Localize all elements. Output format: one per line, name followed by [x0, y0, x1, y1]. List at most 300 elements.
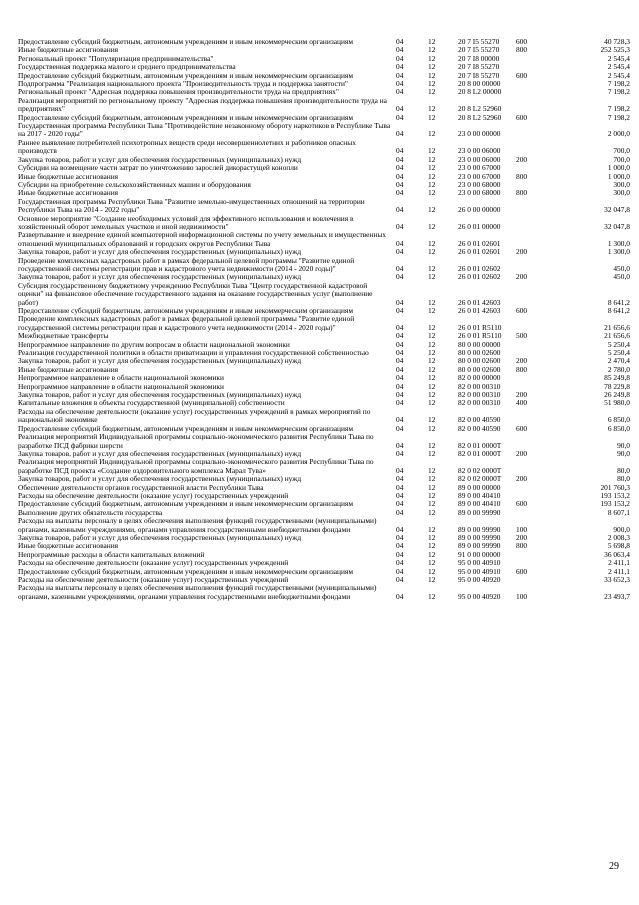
row-name: Региональный проект "Адресная поддержка повышения производительности труда на предприятиях"	[18, 87, 339, 97]
section-code: 04	[396, 247, 404, 257]
target-article-code: 95 0 00 40920	[458, 575, 501, 584]
budget-table	[18, 38, 630, 601]
row-name: Расходы на выплаты персоналу в целях обеспечения выполнения функций государственными (муниципальными) органами, казенными учреждениями, органами управления государственными внебюджетными фондами	[18, 583, 377, 601]
row-name: Закупка товаров, работ и услуг для обеспечения государственных (муниципальных) нужд	[18, 448, 302, 458]
target-article-code: 89 0 00 00000	[458, 482, 501, 492]
target-article-code: 95 0 00 40920	[458, 591, 501, 601]
section-code: 04	[396, 129, 404, 139]
section-code: 04	[396, 490, 404, 500]
subsection-code: 12	[428, 87, 436, 97]
subsection-code: 12	[428, 575, 436, 584]
target-article-code: 23 0 00 67000	[458, 171, 501, 181]
expense-type-code: 200	[516, 272, 528, 282]
amount: 6 850,0	[607, 415, 630, 425]
target-article-code: 26 0 01 02602	[458, 263, 501, 273]
target-article-code: 80 0 00 02600	[458, 364, 501, 374]
subsection-code: 12	[428, 440, 436, 450]
section-code: 04	[396, 146, 404, 156]
subsection-code: 12	[428, 70, 436, 80]
amount: 32 047,8	[604, 205, 630, 215]
expense-type-code: 100	[516, 591, 528, 601]
section-code: 04	[396, 205, 404, 215]
section-code: 04	[396, 364, 404, 374]
target-article-code: 23 0 00 68000	[458, 179, 501, 189]
section-code: 04	[396, 532, 404, 542]
section-code: 04	[396, 70, 404, 80]
amount: 300,0	[613, 188, 630, 198]
target-article-code: 23 0 00 06000	[458, 154, 501, 164]
amount: 7 198,2	[607, 104, 630, 114]
subsection-code: 12	[428, 188, 436, 198]
amount: 1 000,0	[607, 163, 630, 173]
target-article-code: 80 0 00 00000	[458, 339, 501, 349]
expense-type-code: 600	[516, 566, 528, 576]
row-name: Закупка товаров, работ и услуг для обеспечения государственных (муниципальных) нужд	[18, 356, 302, 366]
subsection-code: 12	[428, 448, 436, 458]
section-code: 04	[396, 558, 404, 568]
expense-type-code: 200	[516, 532, 528, 542]
amount: 36 063,4	[604, 549, 630, 559]
section-code: 04	[396, 398, 404, 408]
section-code: 04	[396, 465, 404, 475]
amount: 8 641,2	[607, 297, 630, 307]
amount: 201 760,3	[600, 482, 630, 492]
subsection-code: 12	[428, 541, 436, 551]
row-name: Расходы на выплаты персоналу в целях обеспечения выполнения функций государственными (муниципальными) органами, казенными учреждениями, органами управления государственными внебюджетными фондами	[18, 516, 377, 534]
expense-type-code: 500	[516, 331, 528, 341]
section-code: 04	[396, 104, 404, 114]
section-code: 04	[396, 79, 404, 89]
target-article-code: 80 0 00 02600	[458, 356, 501, 366]
subsection-code: 12	[428, 415, 436, 425]
subsection-code: 12	[428, 263, 436, 273]
expense-type-code: 200	[516, 474, 528, 484]
target-article-code: 82 0 01 0000Т	[458, 448, 502, 458]
section-code: 04	[396, 62, 404, 72]
target-article-code: 82 0 00 40590	[458, 415, 501, 425]
target-article-code: 82 0 02 0000Т	[458, 465, 502, 475]
amount: 32 047,8	[604, 221, 630, 231]
expense-type-code: 800	[516, 364, 528, 374]
amount: 5 250,4	[607, 339, 630, 349]
subsection-code: 12	[428, 549, 436, 559]
row-name: Закупка товаров, работ и услуг для обеспечения государственных (муниципальных) нужд	[18, 390, 302, 400]
target-article-code: 82 0 01 0000Т	[458, 440, 502, 450]
amount: 90,0	[617, 448, 630, 458]
amount: 2 545,4	[607, 53, 630, 63]
amount: 1 000,0	[607, 171, 630, 181]
amount: 78 229,8	[604, 381, 630, 391]
amount: 1 300,0	[607, 238, 630, 248]
target-article-code: 20 7 I8 00000	[458, 53, 500, 63]
section-code: 04	[396, 356, 404, 366]
subsection-code: 12	[428, 339, 436, 349]
row-name: Расходы на обеспечение деятельности (оказание услуг) государственных учреждений	[18, 558, 289, 568]
target-article-code: 26 0 01 02602	[458, 272, 501, 282]
amount: 6 850,0	[607, 423, 630, 433]
subsection-code: 12	[428, 591, 436, 601]
target-article-code: 20 8 L2 52960	[458, 104, 502, 114]
row-name: Основное мероприятие "Создание необходимых условий для эффективного использования и вовлечения в хозяйственный оборот земельных участков и иной недвижимости"	[18, 213, 354, 231]
row-name: Капитальные вложения в объекты государственной (муниципальной) собственности	[18, 398, 285, 408]
subsection-code: 12	[428, 423, 436, 433]
subsection-code: 12	[428, 179, 436, 189]
row-name: Предоставление субсидий бюджетным, автономным учреждениям и иным некоммерческим организациям	[18, 306, 354, 315]
row-name: Непрограммное направление по другим вопросам в области национальной экономики	[18, 339, 290, 349]
amount: 5 698,8	[607, 541, 630, 551]
section-code: 04	[396, 348, 404, 358]
row-name: Раннее выявление потребителей психотропных веществ среди несовершеннолетних и работников опасных производств	[18, 137, 356, 156]
amount: 8 607,1	[607, 507, 630, 517]
section-code: 04	[396, 112, 404, 122]
row-name: Закупка товаров, работ и услуг для обеспечения государственных (муниципальных) нужд	[18, 154, 302, 164]
section-code: 04	[396, 390, 404, 400]
row-name: Реализация государственной политики в области приватизации и управления государственной собственностью	[18, 348, 369, 358]
subsection-code: 12	[428, 205, 436, 215]
row-name: Иные бюджетные ассигнования	[18, 171, 119, 181]
subsection-code: 12	[428, 524, 436, 534]
section-code: 04	[396, 524, 404, 534]
subsection-code: 12	[428, 53, 436, 63]
amount: 450,0	[613, 272, 630, 282]
table-row	[18, 139, 630, 156]
row-name: Расходы на обеспечение деятельности (оказание услуг) государственных учреждений в рамках мероприятий по национальной экономике	[18, 406, 371, 425]
target-article-code: 26 0 01 00000	[458, 221, 501, 231]
subsection-code: 12	[428, 104, 436, 114]
subsection-code: 12	[428, 297, 436, 307]
row-name: Иные бюджетные ассигнования	[18, 45, 119, 55]
row-name: Расходы на обеспечение деятельности (оказание услуг) государственных учреждений	[18, 490, 289, 500]
amount: 26 249,8	[604, 390, 630, 400]
amount: 450,0	[613, 263, 630, 273]
row-name: Подпрограмма "Реализация национального проекта "Производительность труда и поддержка занятости"	[18, 79, 348, 89]
row-name: Предоставление субсидий бюджетным, автономным учреждениям и иным некоммерческим организациям	[18, 37, 354, 46]
target-article-code: 20 8 L2 52960	[458, 112, 502, 122]
subsection-code: 12	[428, 566, 436, 576]
row-name: Предоставление субсидий бюджетным, автономным учреждениям и иным некоммерческим организациям	[18, 566, 354, 576]
subsection-code: 12	[428, 331, 436, 341]
amount: 33 652,3	[604, 575, 630, 584]
amount: 5 250,4	[607, 348, 630, 358]
table-row	[18, 231, 630, 248]
row-name: Государственная программа Республики Тыва "Развитие земельно-имущественных отношений на территории Республики Тыва на 2014 - 2022 годы"	[18, 196, 365, 215]
subsection-code: 12	[428, 45, 436, 55]
row-name: Предоставление субсидий бюджетным, автономным учреждениям и иным некоммерческим организациям	[18, 499, 354, 509]
expense-type-code: 600	[516, 112, 528, 122]
row-name: Закупка товаров, работ и услуг для обеспечения государственных (муниципальных) нужд	[18, 247, 302, 257]
table-row	[18, 215, 630, 232]
amount: 2 000,0	[607, 129, 630, 139]
expense-type-code: 400	[516, 398, 528, 408]
row-name: Реализация мероприятий Индивидуальной программы социально-экономического развития Республики Тыва по разработке ПСД фабрики шерсти	[18, 432, 374, 450]
subsection-code: 12	[428, 398, 436, 408]
row-name: Закупка товаров, работ и услуг для обеспечения государственных (муниципальных) нужд	[18, 474, 302, 484]
section-code: 04	[396, 541, 404, 551]
target-article-code: 20 7 I5 55270	[458, 37, 500, 46]
expense-type-code: 800	[516, 541, 528, 551]
subsection-code: 12	[428, 507, 436, 517]
subsection-code: 12	[428, 146, 436, 156]
subsection-code: 12	[428, 390, 436, 400]
amount: 80,0	[617, 465, 630, 475]
table-row	[18, 408, 630, 425]
expense-type-code: 800	[516, 171, 528, 181]
target-article-code: 82 0 00 00310	[458, 381, 501, 391]
section-code: 04	[396, 415, 404, 425]
amount: 193 153,2	[600, 490, 630, 500]
subsection-code: 12	[428, 171, 436, 181]
subsection-code: 12	[428, 322, 436, 332]
subsection-code: 12	[428, 79, 436, 89]
row-name: Субсидии на приобретение сельскохозяйственных машин и оборудования	[18, 179, 251, 189]
target-article-code: 80 0 00 02600	[458, 348, 501, 358]
expense-type-code: 800	[516, 45, 528, 55]
section-code: 04	[396, 37, 404, 46]
row-name: Региональный проект "Популяризация предпринимательства"	[18, 53, 214, 63]
target-article-code: 89 0 00 99990	[458, 541, 501, 551]
target-article-code: 26 0 01 02601	[458, 238, 501, 248]
section-code: 04	[396, 238, 404, 248]
target-article-code: 82 0 00 40590	[458, 423, 501, 433]
subsection-code: 12	[428, 62, 436, 72]
expense-type-code: 600	[516, 423, 528, 433]
subsection-code: 12	[428, 356, 436, 366]
row-name: Реализация мероприятий Индивидуальной программы социально-экономического развития Республики Тыва по разработке ПСД проекта «Создание оздоровительного комплекса Марал Тува»	[18, 457, 374, 475]
target-article-code: 89 0 00 99990	[458, 524, 501, 534]
target-article-code: 95 0 00 40910	[458, 558, 501, 568]
section-code: 04	[396, 272, 404, 282]
subsection-code: 12	[428, 490, 436, 500]
table-row	[18, 315, 630, 332]
expense-type-code: 600	[516, 499, 528, 509]
amount: 21 656,6	[604, 331, 630, 341]
amount: 2 411,1	[608, 566, 630, 576]
target-article-code: 26 0 01 02601	[458, 247, 501, 257]
amount: 2 545,4	[607, 70, 630, 80]
subsection-code: 12	[428, 499, 436, 509]
section-code: 04	[396, 171, 404, 181]
subsection-code: 12	[428, 238, 436, 248]
row-name: Проведение комплексных кадастровых работ в рамках федеральной целевой программы "Развитие единой государственной системы регистрации прав и кадастрового учета недвижимости (2014 - 2020 годы)"	[18, 255, 355, 273]
amount: 700,0	[613, 154, 630, 164]
amount: 23 493,7	[604, 591, 630, 601]
subsection-code: 12	[428, 221, 436, 231]
expense-type-code: 100	[516, 524, 528, 534]
subsection-code: 12	[428, 129, 436, 139]
subsection-code: 12	[428, 154, 436, 164]
subsection-code: 12	[428, 558, 436, 568]
amount: 2 008,3	[607, 532, 630, 542]
section-code: 04	[396, 221, 404, 231]
amount: 51 980,0	[604, 398, 630, 408]
section-code: 04	[396, 373, 404, 383]
amount: 300,0	[613, 179, 630, 189]
target-article-code: 26 0 01 42603	[458, 306, 501, 315]
section-code: 04	[396, 381, 404, 391]
row-name: Закупка товаров, работ и услуг для обеспечения государственных (муниципальных) нужд	[18, 532, 302, 542]
section-code: 04	[396, 482, 404, 492]
amount: 2 411,1	[608, 558, 630, 568]
section-code: 04	[396, 322, 404, 332]
row-name: Развертывание и внедрение единой компьютерной информационной системы по учету земельных и имущественных отношений муниципальных образований и городских округов Республики Тыва	[18, 230, 387, 248]
section-code: 04	[396, 87, 404, 97]
row-name: Обеспечение деятельности органов государственной власти Республики Тыва	[18, 482, 264, 492]
table-row	[18, 458, 630, 475]
amount: 85 249,8	[604, 373, 630, 383]
target-article-code: 20 7 I5 55270	[458, 45, 500, 55]
target-article-code: 26 0 01 42603	[458, 297, 501, 307]
target-article-code: 20 8 00 00000	[458, 79, 501, 89]
section-code: 04	[396, 440, 404, 450]
section-code: 04	[396, 188, 404, 198]
section-code: 04	[396, 163, 404, 173]
amount: 7 198,2	[607, 112, 630, 122]
section-code: 04	[396, 499, 404, 509]
section-code: 04	[396, 575, 404, 584]
subsection-code: 12	[428, 163, 436, 173]
target-article-code: 26 0 01 R5110	[458, 322, 502, 332]
row-name: Непрограммное направление в области национальной экономики	[18, 381, 224, 391]
expense-type-code: 200	[516, 448, 528, 458]
expense-type-code: 200	[516, 154, 528, 164]
row-name: Иные бюджетные ассигнования	[18, 541, 119, 551]
target-article-code: 82 0 00 00310	[458, 390, 501, 400]
target-article-code: 23 0 00 06000	[458, 146, 501, 156]
amount: 1 300,0	[607, 247, 630, 257]
target-article-code: 20 8 L2 00000	[458, 87, 502, 97]
row-name: Государственная поддержка малого и среднего предпринимательства	[18, 62, 236, 72]
section-code: 04	[396, 507, 404, 517]
section-code: 04	[396, 53, 404, 63]
amount: 2 780,0	[607, 364, 630, 374]
section-code: 04	[396, 448, 404, 458]
row-name: Выполнение других обязательств государства	[18, 507, 163, 517]
table-row	[18, 584, 630, 601]
section-code: 04	[396, 297, 404, 307]
amount: 700,0	[613, 146, 630, 156]
row-name: Проведение комплексных кадастровых работ в рамках федеральной целевой программы "Развитие единой государственной системы регистрации прав и кадастрового учета недвижимости (2014 - 2020 годы)"	[18, 314, 355, 332]
amount: 7 198,2	[607, 79, 630, 89]
amount: 90,0	[617, 440, 630, 450]
target-article-code: 89 0 00 99990	[458, 532, 501, 542]
amount: 2 470,4	[607, 356, 630, 366]
target-article-code: 89 0 00 40410	[458, 499, 501, 509]
section-code: 04	[396, 339, 404, 349]
section-code: 04	[396, 566, 404, 576]
amount: 80,0	[617, 474, 630, 484]
target-article-code: 91 0 00 00000	[458, 549, 501, 559]
subsection-code: 12	[428, 348, 436, 358]
row-name: Предоставление субсидий бюджетным, автономным учреждениям и иным некоммерческим организациям	[18, 70, 354, 80]
target-article-code: 23 0 00 67000	[458, 163, 501, 173]
row-name: Предоставление субсидий бюджетным, автономным учреждениям и иным некоммерческим организациям	[18, 112, 354, 122]
page-number: 29	[609, 861, 619, 872]
row-name: Расходы на обеспечение деятельности (оказание услуг) государственных учреждений	[18, 575, 289, 584]
subsection-code: 12	[428, 465, 436, 475]
target-article-code: 82 0 00 00000	[458, 373, 501, 383]
subsection-code: 12	[428, 474, 436, 484]
target-article-code: 95 0 00 40910	[458, 566, 501, 576]
amount: 252 525,3	[600, 45, 630, 55]
amount: 40 728,3	[604, 37, 630, 46]
expense-type-code: 200	[516, 356, 528, 366]
section-code: 04	[396, 474, 404, 484]
amount: 2 545,4	[607, 62, 630, 72]
table-row	[18, 517, 630, 534]
row-name: Непрограммное направление в области национальной экономики	[18, 373, 224, 383]
table-row	[18, 433, 630, 450]
target-article-code: 20 7 I8 55270	[458, 62, 500, 72]
section-code: 04	[396, 423, 404, 433]
section-code: 04	[396, 45, 404, 55]
expense-type-code: 200	[516, 247, 528, 257]
amount: 7 198,2	[607, 87, 630, 97]
subsection-code: 12	[428, 532, 436, 542]
row-name: Реализация мероприятий по региональному проекту "Адресная поддержка повышения производительности труда на предприятиях"	[18, 95, 387, 114]
subsection-code: 12	[428, 247, 436, 257]
expense-type-code: 800	[516, 188, 528, 198]
section-code: 04	[396, 263, 404, 273]
subsection-code: 12	[428, 112, 436, 122]
section-code: 04	[396, 591, 404, 601]
subsection-code: 12	[428, 272, 436, 282]
expense-type-code: 200	[516, 390, 528, 400]
amount: 193 153,2	[600, 499, 630, 509]
target-article-code: 20 7 I8 55270	[458, 70, 500, 80]
table-row	[18, 257, 630, 274]
table-row	[18, 282, 630, 307]
table-row	[18, 198, 630, 215]
subsection-code: 12	[428, 364, 436, 374]
target-article-code: 82 0 00 00310	[458, 398, 501, 408]
row-name: Субсидии на возмещение части затрат по уничтожению зарослей дикорастущей конопли	[18, 163, 298, 173]
target-article-code: 89 0 00 40410	[458, 490, 501, 500]
row-name: Иные бюджетные ассигнования	[18, 188, 119, 198]
section-code: 04	[396, 331, 404, 341]
table-row	[18, 122, 630, 139]
target-article-code: 23 0 00 00000	[458, 129, 501, 139]
row-name: Закупка товаров, работ и услуг для обеспечения государственных (муниципальных) нужд	[18, 272, 302, 282]
row-name: Непрограммные расходы в области капитальных вложений	[18, 549, 205, 559]
subsection-code: 12	[428, 482, 436, 492]
amount: 21 656,6	[604, 322, 630, 332]
row-name: Субсидия государственному бюджетному учреждению Республики Тыва "Центр государственной кадастровой оценки" на финансовое обеспечение государственного задания на оказание государственных услуг (выполнение работ)	[18, 280, 373, 307]
table-row	[18, 97, 630, 114]
amount: 900,0	[613, 524, 630, 534]
subsection-code: 12	[428, 306, 436, 315]
target-article-code: 82 0 02 0000Т	[458, 474, 502, 484]
expense-type-code: 600	[516, 306, 528, 315]
section-code: 04	[396, 549, 404, 559]
section-code: 04	[396, 306, 404, 315]
expense-type-code: 600	[516, 37, 528, 46]
target-article-code: 89 0 00 99990	[458, 507, 501, 517]
row-name: Межбюджетные трансферты	[18, 331, 109, 341]
target-article-code: 23 0 00 68000	[458, 188, 501, 198]
row-name: Государственная программа Республики Тыва "Противодействие незаконному обороту наркотиков в Республике Тыва на 2017 - 2020 годы"	[18, 121, 391, 139]
subsection-code: 12	[428, 373, 436, 383]
expense-type-code: 600	[516, 70, 528, 80]
target-article-code: 26 0 01 R5110	[458, 331, 502, 341]
amount: 8 641,2	[607, 306, 630, 315]
row-name: Предоставление субсидий бюджетным, автономным учреждениям и иным некоммерческим организациям	[18, 423, 354, 433]
row-name: Иные бюджетные ассигнования	[18, 364, 119, 374]
target-article-code: 26 0 00 00000	[458, 205, 501, 215]
subsection-code: 12	[428, 381, 436, 391]
subsection-code: 12	[428, 37, 436, 46]
section-code: 04	[396, 154, 404, 164]
section-code: 04	[396, 179, 404, 189]
